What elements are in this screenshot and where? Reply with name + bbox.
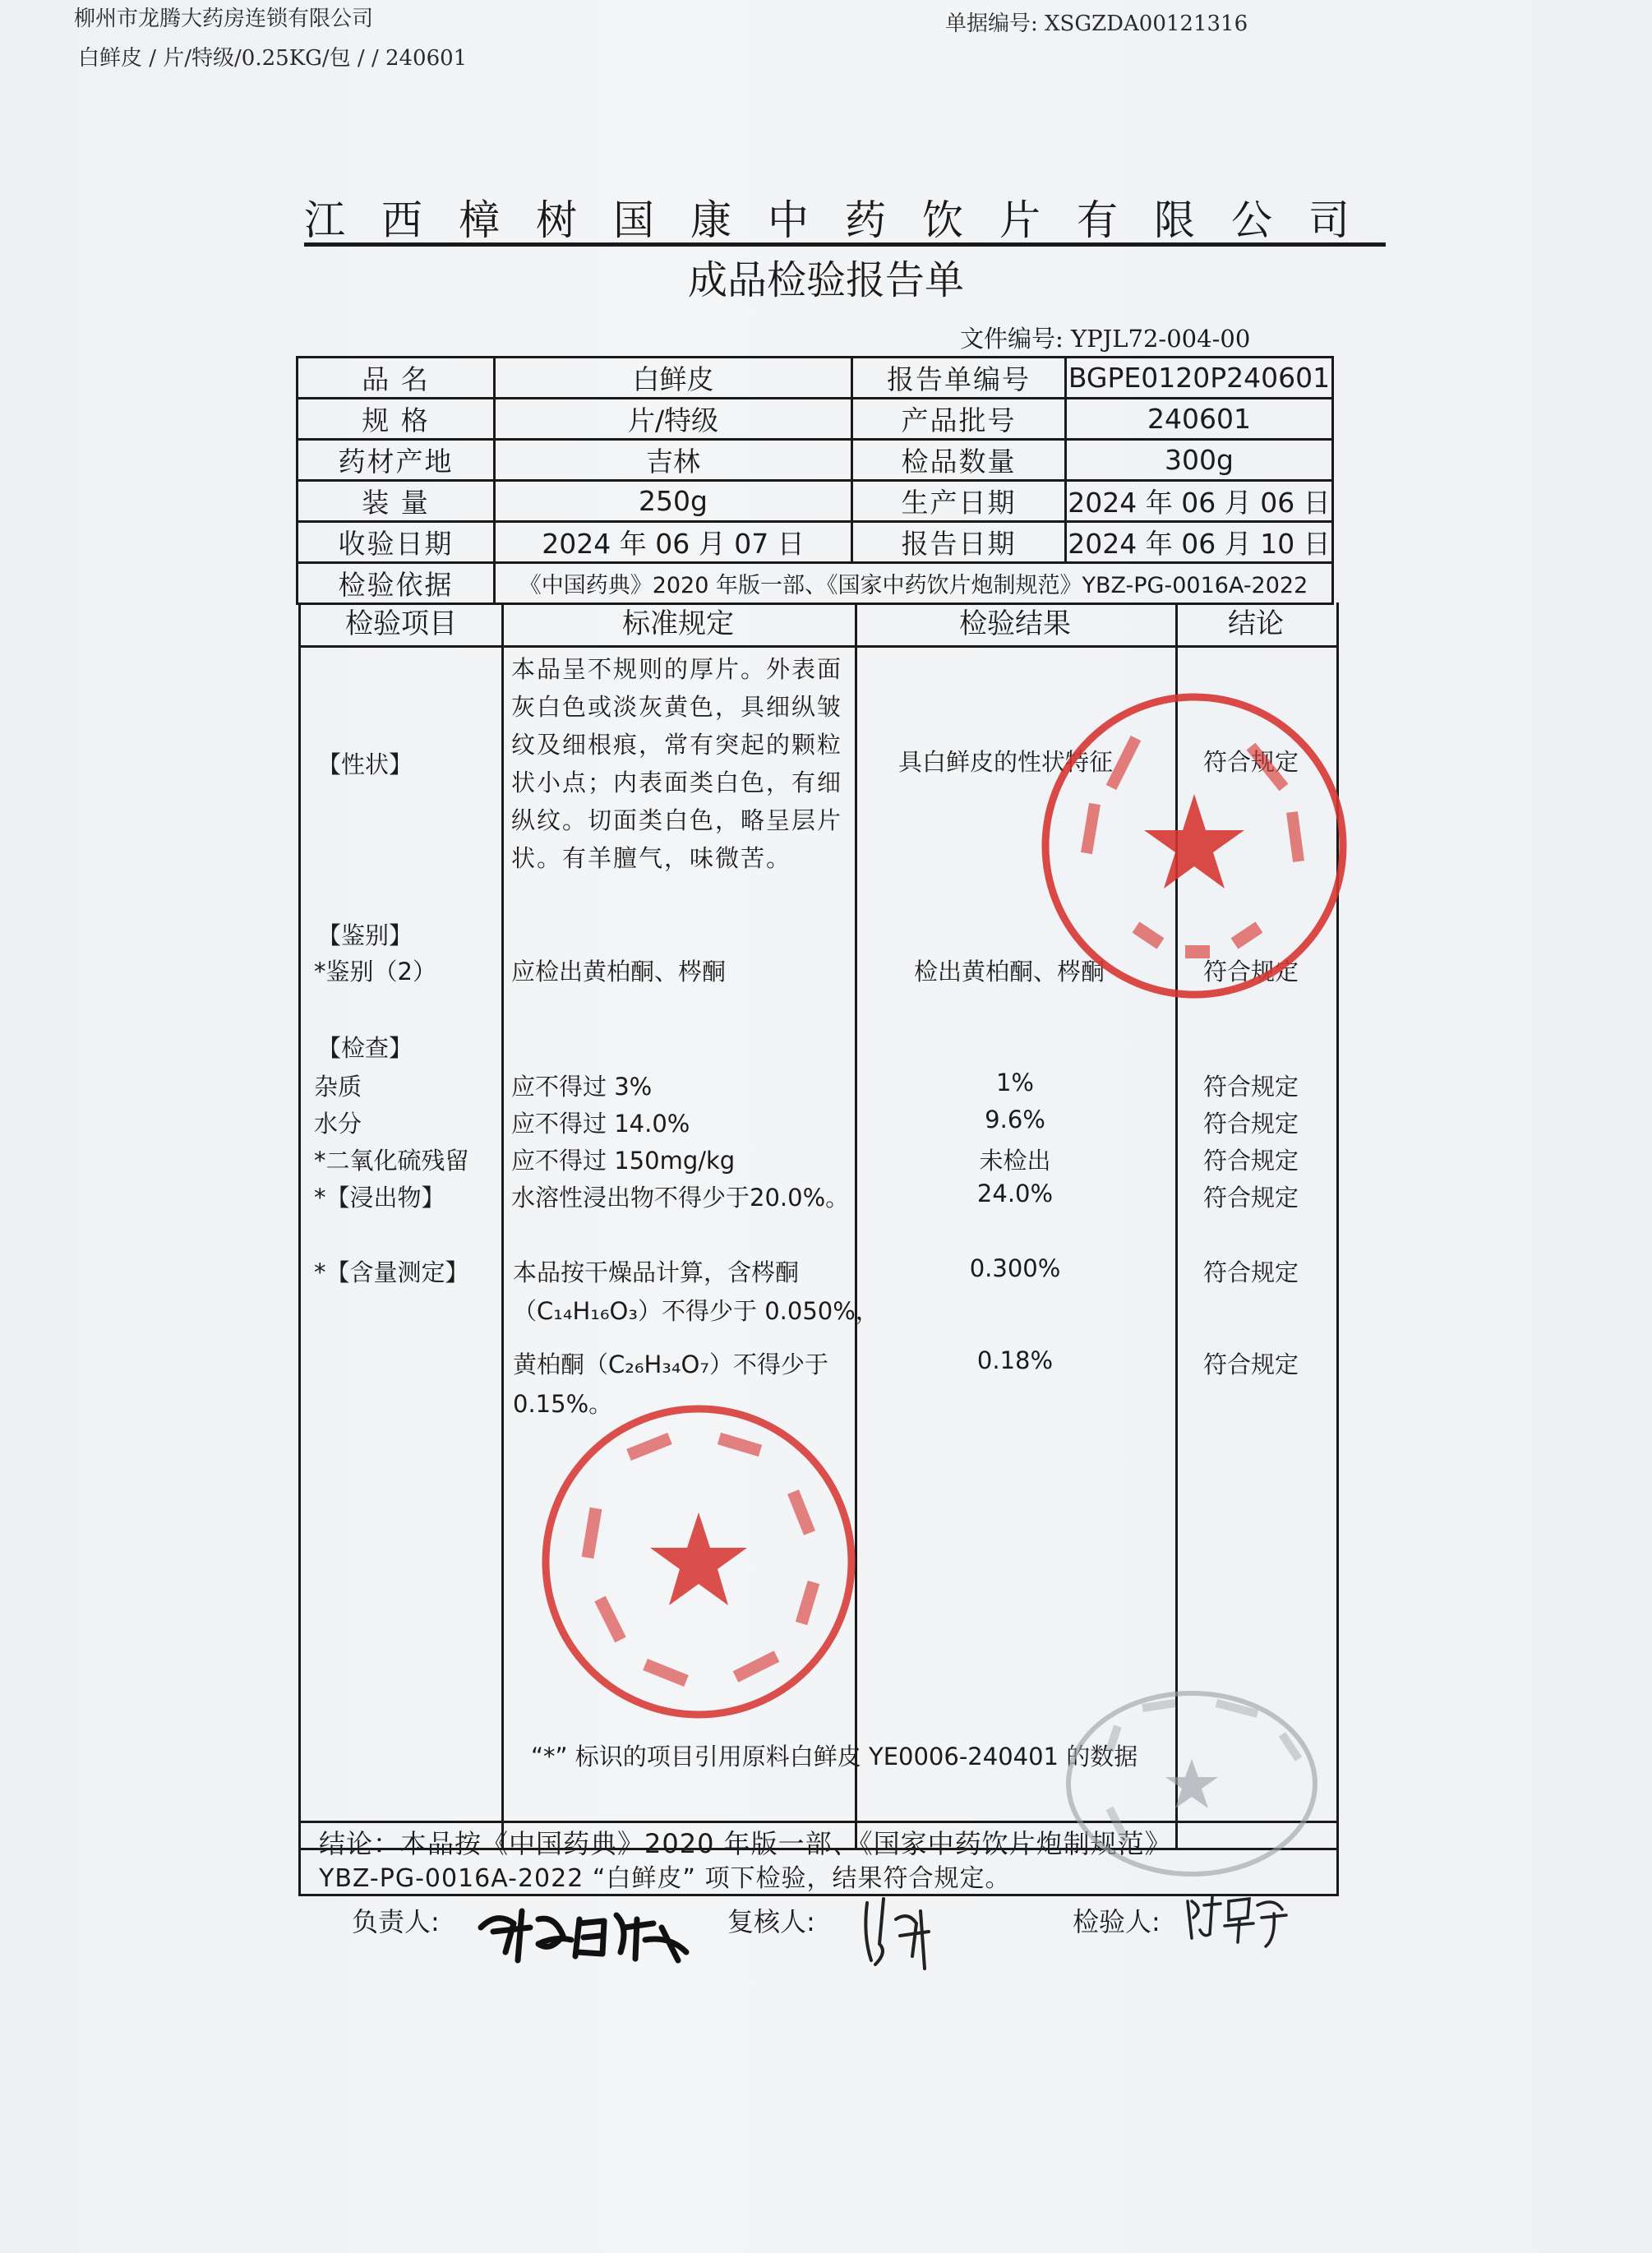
identification-2-result: 检出黄柏酮、梣酮 bbox=[914, 958, 1105, 986]
label-spec: 规 格 bbox=[298, 399, 495, 440]
responsible-label: 负责人: bbox=[352, 1906, 440, 1937]
extract-standard: 水溶性浸出物不得少于20.0%。 bbox=[511, 1184, 850, 1212]
label-product-name: 品 名 bbox=[298, 358, 495, 399]
receipt-number: 单据编号: XSGZDA00121316 bbox=[945, 12, 1248, 36]
traits-conclusion: 符合规定 bbox=[1203, 748, 1299, 776]
identification-2-standard: 应检出黄柏酮、梣酮 bbox=[511, 958, 727, 986]
inspector-signature bbox=[1184, 1889, 1290, 1951]
assay-label: *【含量测定】 bbox=[314, 1258, 469, 1286]
label-sample-qty: 检品数量 bbox=[852, 440, 1066, 481]
faint-company-stamp bbox=[1060, 1685, 1323, 1882]
identification-2-conclusion: 符合规定 bbox=[1203, 958, 1299, 986]
impurity-label: 杂质 bbox=[314, 1073, 362, 1101]
value-packing: 250g bbox=[495, 481, 852, 522]
label-basis: 检验依据 bbox=[298, 563, 495, 604]
product-line: 白鲜皮 / 片/特级/0.25KG/包 / / 240601 bbox=[78, 46, 468, 71]
col-header-conclusion: 结论 bbox=[1228, 607, 1284, 640]
so2-standard: 应不得过 150mg/kg bbox=[511, 1147, 736, 1175]
extract-label: *【浸出物】 bbox=[314, 1184, 445, 1212]
so2-label: *二氧化硫残留 bbox=[314, 1147, 469, 1175]
value-report-no: BGPE0120P240601 bbox=[1066, 358, 1333, 399]
quality-seal-stamp bbox=[1037, 689, 1351, 1003]
reviewer-label: 复核人: bbox=[727, 1906, 815, 1937]
assay-result-1: 0.300% bbox=[969, 1254, 1061, 1282]
value-sample-qty: 300g bbox=[1066, 440, 1333, 481]
impurity-result: 1% bbox=[995, 1069, 1034, 1096]
label-recv-date: 收验日期 bbox=[298, 522, 495, 563]
value-product-name: 白鲜皮 bbox=[495, 358, 852, 399]
water-label: 水分 bbox=[314, 1110, 362, 1138]
document-title: 成品检验报告单 bbox=[687, 257, 964, 303]
info-table bbox=[296, 356, 1334, 605]
responsible-signature bbox=[473, 1895, 703, 1969]
value-recv-date: 2024 年 06 月 07 日 bbox=[495, 522, 852, 563]
extract-conclusion: 符合规定 bbox=[1203, 1184, 1299, 1212]
assay-standard-1b: （C₁₄H₁₆O₃）不得少于 0.050%， bbox=[513, 1297, 879, 1325]
conclusion-line-1: 结论：本品按《中国药典》2020 年版一部、《国家中药饮片炮制规范》 bbox=[319, 1828, 1172, 1859]
retailer-name: 柳州市龙腾大药房连锁有限公司 bbox=[74, 7, 374, 31]
water-standard: 应不得过 14.0% bbox=[511, 1110, 690, 1138]
label-packing: 装 量 bbox=[298, 481, 495, 522]
traits-standard: 本品呈不规则的厚片。外表面灰白色或淡灰黄色，具细纵皱纹及细根痕，常有突起的颗粒状小点；内表面类白色，有细纵纹。切面类白色，略呈层片状。有羊膻气，味微苦。 bbox=[511, 655, 843, 872]
assay-standard-2: 黄柏酮（C₂₆H₃₄O₇）不得少于 bbox=[513, 1350, 829, 1378]
so2-conclusion: 符合规定 bbox=[1203, 1147, 1299, 1175]
identification-label: 【鉴别】 bbox=[317, 921, 413, 949]
value-origin: 吉林 bbox=[495, 440, 852, 481]
so2-result: 未检出 bbox=[979, 1147, 1051, 1175]
col-header-result: 检验结果 bbox=[959, 607, 1071, 640]
label-prod-date: 生产日期 bbox=[852, 481, 1066, 522]
value-basis: 《中国药典》2020 年版一部、《国家中药饮片炮制规范》YBZ-PG-0016A-2022 bbox=[495, 563, 1333, 604]
label-report-no: 报告单编号 bbox=[852, 358, 1066, 399]
value-batch: 240601 bbox=[1066, 399, 1333, 440]
value-report-date: 2024 年 06 月 10 日 bbox=[1066, 522, 1333, 563]
water-conclusion: 符合规定 bbox=[1203, 1110, 1299, 1138]
value-spec: 片/特级 bbox=[495, 399, 852, 440]
assay-standard-2b: 0.15%。 bbox=[513, 1390, 613, 1418]
extract-result: 24.0% bbox=[976, 1180, 1054, 1207]
water-result: 9.6% bbox=[985, 1106, 1045, 1133]
file-number: 文件编号: YPJL72-004-00 bbox=[960, 325, 1251, 353]
impurity-standard: 应不得过 3% bbox=[511, 1073, 653, 1101]
traits-result: 具白鲜皮的性状特征 bbox=[898, 748, 1114, 776]
col-header-item: 检验项目 bbox=[345, 607, 457, 640]
retailer-quality-stamp bbox=[538, 1401, 859, 1722]
traits-label: 【性状】 bbox=[317, 750, 413, 778]
label-report-date: 报告日期 bbox=[852, 522, 1066, 563]
label-batch: 产品批号 bbox=[852, 399, 1066, 440]
conclusion-line-2: YBZ-PG-0016A-2022 “白鲜皮” 项下检验，结果符合规定。 bbox=[319, 1864, 1011, 1893]
company-name: 江西樟树国康中药饮片有限公司 bbox=[304, 196, 1386, 244]
label-origin: 药材产地 bbox=[298, 440, 495, 481]
check-label: 【检查】 bbox=[317, 1034, 413, 1062]
assay-conclusion-1: 符合规定 bbox=[1203, 1258, 1299, 1286]
assay-conclusion-2: 符合规定 bbox=[1203, 1350, 1299, 1378]
inspector-label: 检验人: bbox=[1073, 1906, 1161, 1937]
value-prod-date: 2024 年 06 月 06 日 bbox=[1066, 481, 1333, 522]
col-header-standard: 标准规定 bbox=[622, 607, 734, 640]
assay-standard-1: 本品按干燥品计算，含梣酮 bbox=[513, 1258, 800, 1286]
assay-result-2: 0.18% bbox=[976, 1346, 1054, 1374]
reviewer-signature bbox=[851, 1886, 941, 1977]
identification-2-label: *鉴别（2） bbox=[314, 958, 436, 986]
impurity-conclusion: 符合规定 bbox=[1203, 1073, 1299, 1101]
footnote: “*” 标识的项目引用原料白鲜皮 YE0006-240401 的数据 bbox=[531, 1743, 1138, 1771]
